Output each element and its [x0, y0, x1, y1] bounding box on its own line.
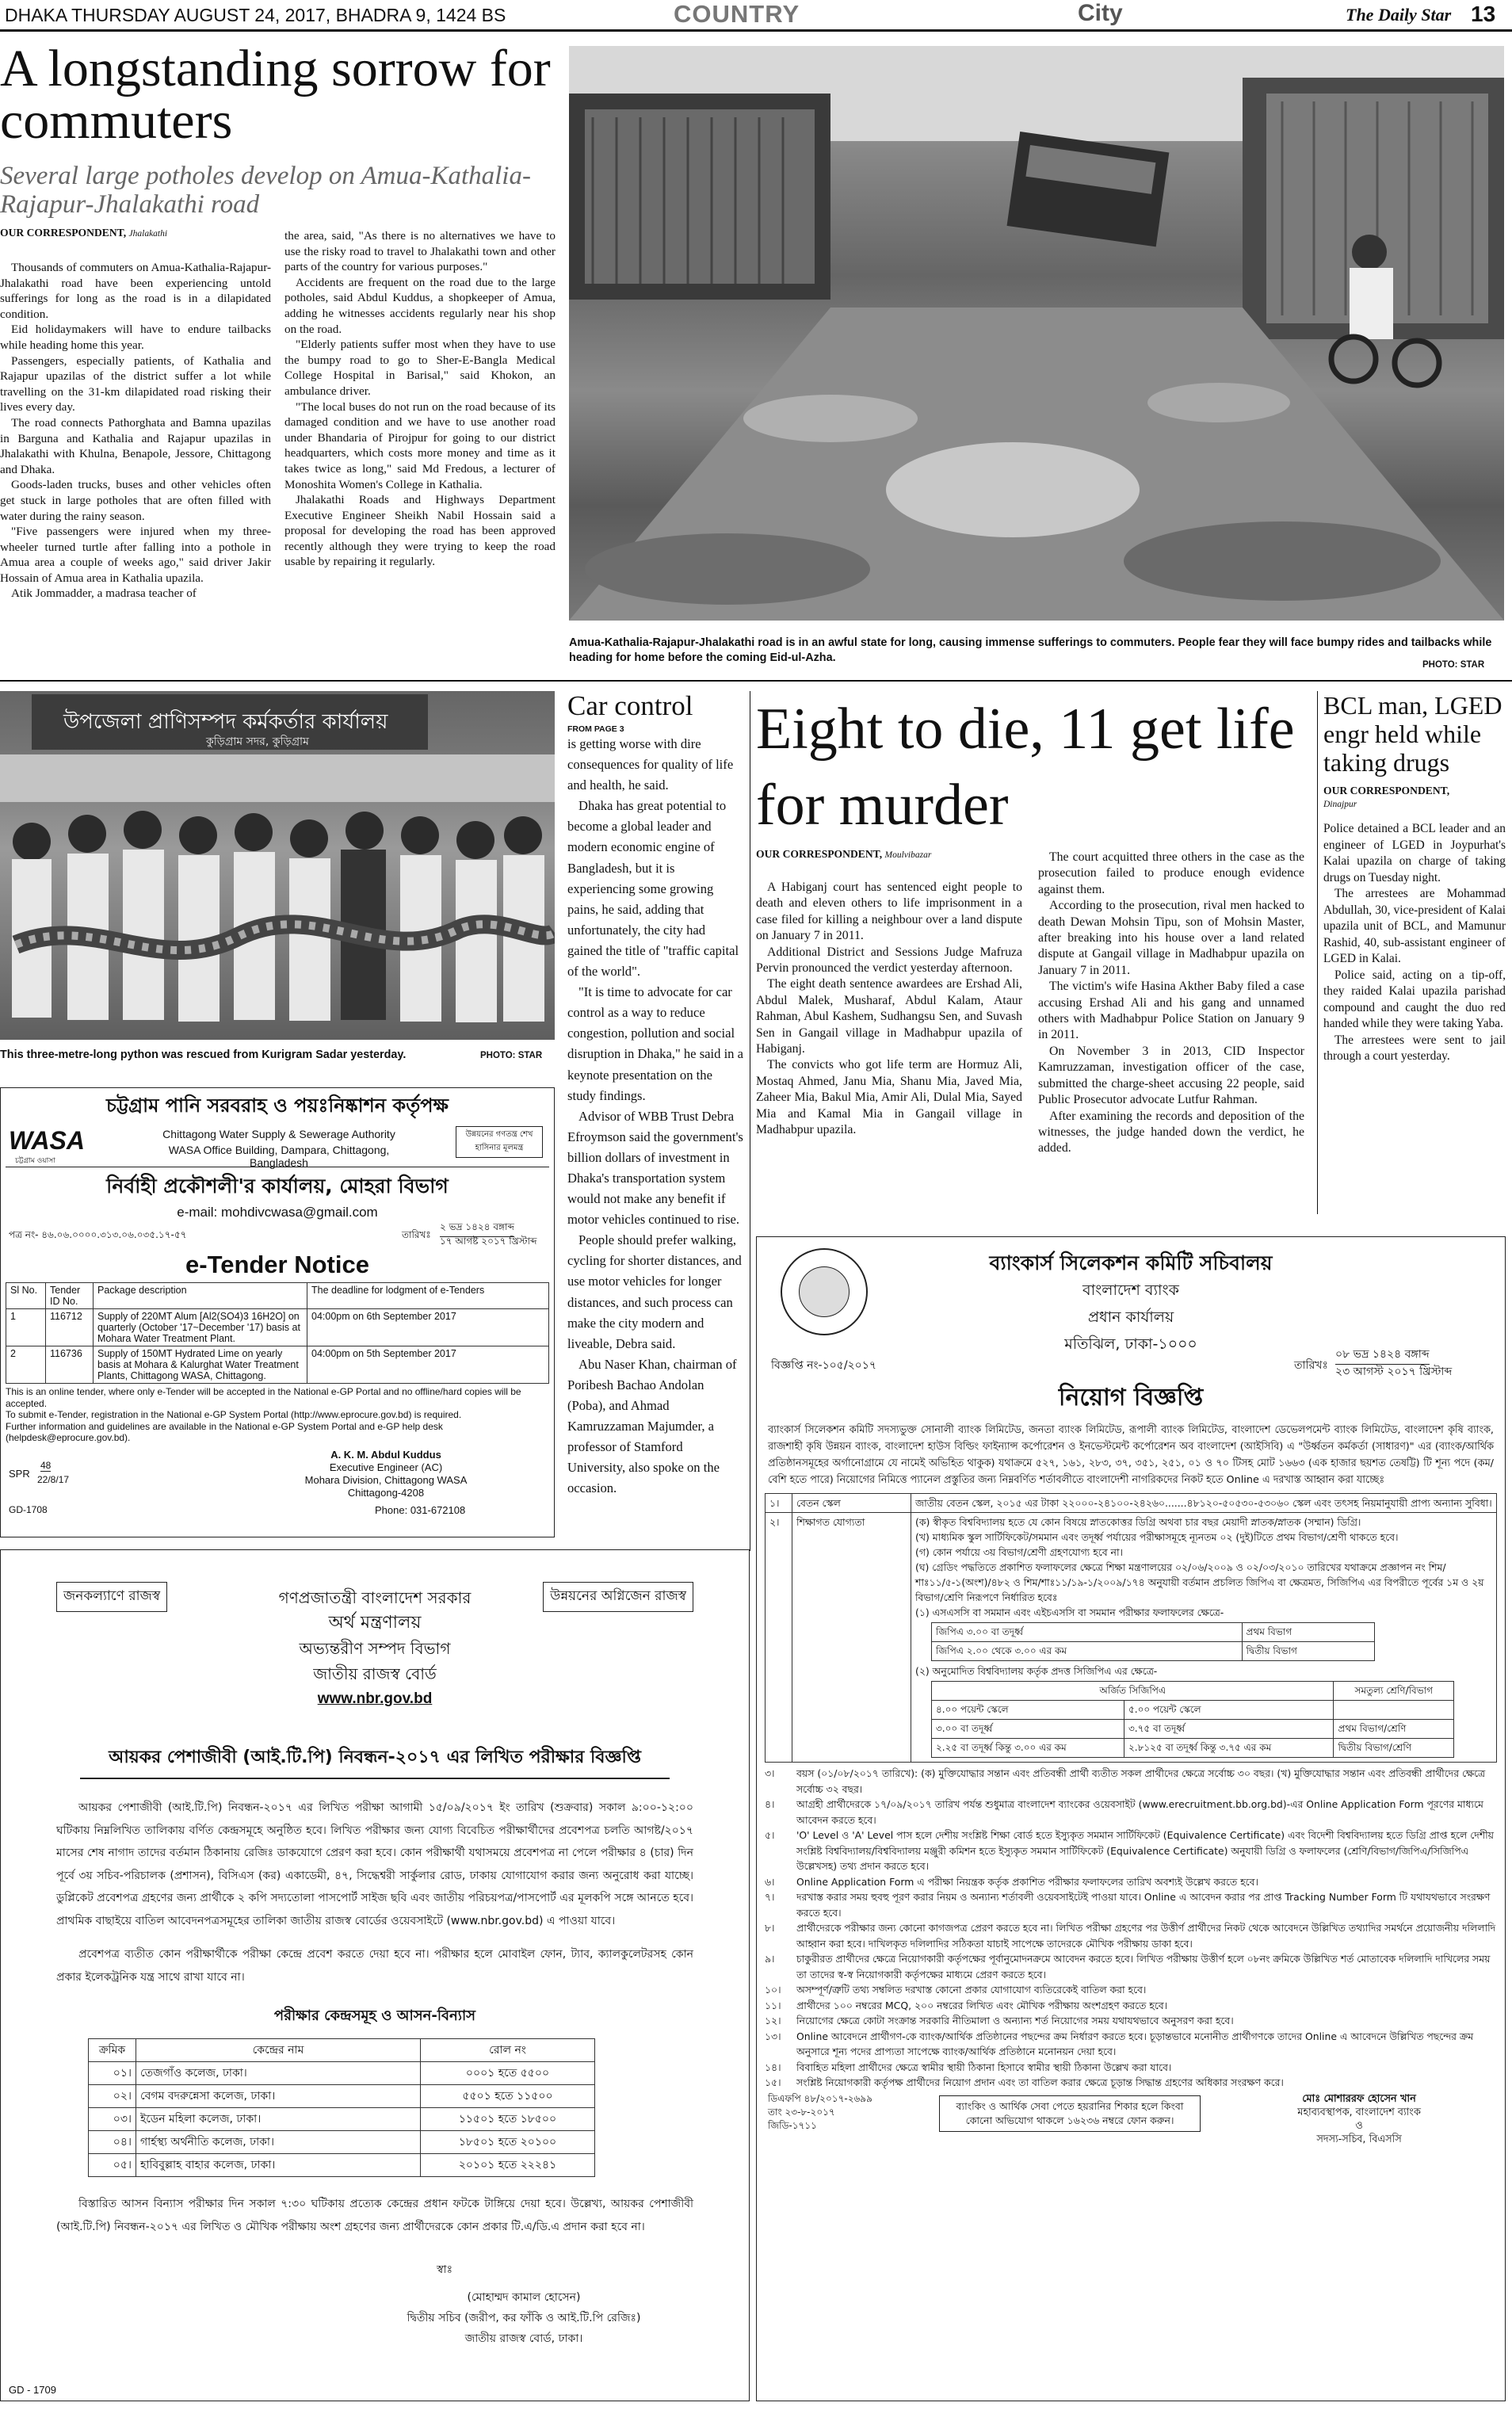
wasa-title: চট্টগ্রাম পানি সরবরাহ ও পয়ঃনিষ্কাশন কর্তৃপক্ষ [106, 1094, 449, 1117]
story-commuters-col2 [284, 228, 556, 570]
item-text: দরখাস্ত করার সময় হুবহু পূরণ করার নিয়ম ও অন্যান্য শর্তাবলী ওয়েবসাইটেই পাওয়া যাবে। Online এ আবেদন করার পর প্রাপ্ত Tracking Number Form টি যথাযথভাবে সংরক্ষণ করতে হবে। [796, 1891, 1491, 1919]
paragraph: Thousands of commuters on Amua-Kathalia-Rajapur-Jhalakathi road have been experiencing untold sufferings for long as the road is in a dilapidated condition. [0, 261, 271, 321]
qualification-line: (১) এসএসসি বা সমমান এবং এইচএসসি বা সমমান পরীক্ষার ফলাফলের ক্ষেত্রে- [915, 1606, 1224, 1618]
condition-item [765, 2029, 1497, 2060]
signer-title: Executive Engineer (AC) [329, 1461, 443, 1473]
cell: 04:00pm on 6th September 2017 [307, 1309, 549, 1346]
page-number: 13 [1471, 2, 1496, 26]
e-tender-title: e-Tender Notice [185, 1251, 369, 1278]
cell: 2 [6, 1346, 46, 1384]
story-car-control [567, 691, 743, 1499]
paragraph: People should prefer walking, cycling for shorter distances, and use motor vehicles for longer distances, and such process can make the city modern and liveable, Debra said. [567, 1232, 742, 1351]
paragraph: The arrestees were sent to jail through a court yesterday. [1323, 1033, 1506, 1063]
paragraph: Dhaka has great potential to become a global leader and modern economic engine of Bangladesh, but it is experiencing some growing pains, he said, adding that unfortunately, the city had gained the title of "traffic capital of the world". [567, 798, 739, 980]
table-row [89, 2108, 595, 2131]
condition-item [765, 1998, 1497, 2014]
date-label: তারিখঃ [1294, 1359, 1328, 1372]
condition-item [765, 2013, 1497, 2029]
wasa-date-label: তারিখঃ [402, 1229, 431, 1240]
headline: A longstanding sorrow for commuters [0, 40, 551, 150]
section-label: COUNTRY [674, 0, 800, 28]
story-bcl [1323, 691, 1506, 1065]
cell: জিপিএ ৩.০০ বা তদূর্ধ্ব [932, 1623, 1243, 1642]
byline-location: Moulvibazar [884, 850, 932, 860]
signer-title: মহাব্যবস্থাপক, বাংলাদেশ ব্যাংক [1297, 2106, 1421, 2118]
wasa-phone: Phone: 031-672108 [375, 1503, 466, 1516]
cell: 116712 [46, 1309, 94, 1346]
sign-text: উপজেলা প্রাণিসম্পদ কর্মকর্তার কার্যালয় [63, 710, 388, 734]
tender-table [6, 1282, 549, 1384]
qualification-line: (খ) মাধ্যমিক স্কুল সার্টিফিকেট/সমমান এবং তদূর্ধ্ব পর্যায়ের পরীক্ষাসমূহে ন্যূনতম ০২ (দুই)টিতে প্রথম বিভাগ/শ্রেণী থাকতে হবে। [915, 1531, 1399, 1543]
paragraph: the area, said, "As there is no alternatives we have to use the risky road to travel to Jhalakathi town and other parts of the country for various purposes." [284, 229, 556, 274]
cell: ২.৮১২৫ বা তদূর্ধ্ব কিন্তু ৩.৭৫ এর কম [1124, 1739, 1334, 1758]
column-rule [1317, 691, 1318, 1214]
photo-credit: PHOTO: STAR [1422, 660, 1485, 670]
cell: ইডেন মহিলা কলেজ, ঢাকা। [136, 2108, 421, 2131]
paragraph: Police detained a BCL leader and an engineer of LGED in Joypurhat's Kalai upazila on charge of taking drugs on Tuesday night. [1323, 822, 1506, 884]
paragraph: After examining the records and deposition of the witnesses, the judge handed down the verdict, he added. [1038, 1109, 1304, 1155]
table-row [932, 1701, 1454, 1720]
cell: ৩.০০ বা তদূর্ধ্ব [932, 1720, 1124, 1739]
paragraph: The court acquitted three others in the case as the prosecution failed to produce enough evidence against them. [1038, 850, 1304, 896]
recruitment-criteria-table [765, 1493, 1497, 1763]
item-text: প্রার্থীদের ১০০ নম্বরের MCQ, ২০০ নম্বরের লিখিত এবং মৌখিক পরীক্ষায় অংশগ্রহণ করতে হবে। [796, 1999, 1168, 2011]
wasa-memo-row [6, 1220, 549, 1251]
wasa-email: e-mail: mohdivcwasa@gmail.com [177, 1205, 378, 1220]
cell: জাতীয় বেতন স্কেল, ২০১৫ এর টাকা ২২০০০-২৪১০০-২৪২৬০.......৪৮১২০-৫০৫৩০-৫৩০৬০ স্কেল এবং তৎসহ নিয়মানুযায়ী প্রাপ্য অন্যান্য সুবিধা। [911, 1494, 1497, 1513]
column-header: Tender ID No. [46, 1283, 94, 1309]
column-header: কেন্দ্রের নাম [136, 2039, 421, 2062]
note: This is an online tender, where only e-Tender will be accepted in the National e-GP Portal and no offline/hard copies will be accepted. [6, 1386, 521, 1409]
item-text: Online আবেদনে প্রার্থীগণ-কে ব্যাংক/আর্থিক প্রতিষ্ঠানের পছন্দের ক্রম নির্ধারণ করতে হবে। চূড়ান্তভাবে মনোনীত প্রার্থীগণকে তাদের Online এ আবেদনে উল্লিখিত পছন্দের ক্রম অনুসারে শূন্য পদের প্রাপ্যতা সাপেক্ষে ব্যাংক/আর্থিক প্রতিষ্ঠানে মনোনয়ন দেয়া হবে। [796, 2030, 1474, 2057]
paragraph: Accidents are frequent on the road due to the large potholes, said Abdul Kuddus, a shopkeeper of Amua, adding he witnesses accidents regularly near his shop on the road. [284, 275, 556, 336]
cell [911, 1513, 1497, 1763]
notice-title: নিয়োগ বিজ্ঞপ্তি [1058, 1384, 1204, 1411]
cell: ০৩। [89, 2108, 136, 2131]
condition-item [765, 1982, 1497, 1998]
item-number: ৩। [765, 1767, 775, 1779]
paragraph: Atik Jommadder, a madrasa teacher of [11, 586, 197, 601]
story-murder [756, 691, 1311, 861]
cgpa-table [931, 1681, 1454, 1758]
signer-name: (মোহাম্মদ কামাল হোসেন) [467, 2291, 581, 2304]
column-header: রোল নং [421, 2039, 595, 2062]
nbr-title: আয়কর পেশাজীবী (আই.টি.পি) নিবন্ধন-২০১৭ এর লিখিত পরীক্ষার বিজ্ঞপ্তি [80, 1744, 670, 1779]
paragraph: Goods-laden trucks, buses and other vehicles often get stuck in large potholes that are often filled with water during the rainy season. [0, 478, 271, 523]
jump-label: FROM PAGE 3 [567, 724, 624, 734]
condition-item [765, 1951, 1497, 1982]
item-number: ১৪। [765, 2061, 781, 2073]
page-header [0, 0, 1512, 32]
subhead: Several large potholes develop on Amua-Kathalia-Rajapur-Jhalakathi road [0, 162, 531, 219]
qualification-line: (ঘ) গ্রেডিং পদ্ধতিতে প্রকাশিত ফলাফলের ক্ষেত্রে শিক্ষা মন্ত্রণালয়ের ০২/০৬/২০০৯ ও ০২/০৩/২০১০ তারিখের যথাক্রমে প্রজ্ঞাপন নং শিম/শাঃ১১/৫-১(অংশ)/৪৮২ ও শিম/শাঃ১১/১৯-১/২০০৯/১৭৪ অনুযায়ী বর্তমান প্রচলিত জিপিএ বা ক্ষেত্রমত, সিজিপিএ এর বিপরীতে পূর্বের ১ম ও ২য় বিভাগ/শ্রেণি নিরূপণে নির্ধারিত হবেঃ [915, 1561, 1484, 1603]
nbr-heading [56, 1585, 693, 1712]
column-header: অর্জিত সিজিপিএ [932, 1682, 1334, 1701]
wasa-signature-block [6, 1444, 549, 1531]
cell: দ্বিতীয় বিভাগ [1242, 1642, 1374, 1661]
column-header: সমতুল্য শ্রেণি/বিভাগ [1334, 1682, 1454, 1701]
paragraph: The eight death sentence awardees are Ershad Ali, Abdul Malek, Musharaf, Abdul Kalam, Ataur Rahman, Abul Kashem, Sudhangsu Sen, and Suvash Sen in Gangail village in Madhabpur upazila of Habiganj. [756, 977, 1022, 1056]
spr-date: 22/8/17 [37, 1473, 70, 1485]
sign-subtext: কুড়িগ্রাম সদর, কুড়িগ্রাম [206, 735, 309, 748]
cell: 04:00pm on 5th September 2017 [307, 1346, 549, 1384]
byline-text: OUR CORRESPONDENT, [0, 227, 127, 239]
qualification-line: (ক) স্বীকৃত বিশ্ববিদ্যালয় হতে যে কোন বিষয়ে স্নাতকোত্তর ডিগ্রি অথবা চার বছর মেয়াদী স্নাতক/স্নাতক (সম্মান) ডিগ্রি। [915, 1516, 1361, 1528]
cell: দ্বিতীয় বিভাগ/শ্রেণি [1334, 1739, 1454, 1758]
table-row [766, 1494, 1497, 1513]
item-number: ১৩। [765, 2030, 781, 2042]
cell: ২.২৫ বা তদূর্ধ্ব কিন্তু ৩.০০ এর কম [932, 1739, 1124, 1758]
note: To submit e-Tender, registration in the National e-GP System Portal (http://www.eprocure.gov.bd) is required. [6, 1409, 462, 1420]
item-text: 'O' Level ও 'A' Level পাস হলে দেশীয় সংশ্লিষ্ট শিক্ষা বোর্ড হতে ইস্যুকৃত সমমান সার্টিফিকেট (Equivalence Certificate) এবং বিদেশী বিশ্ববিদ্যালয় হতে ডিগ্রি প্রাপ্ত হলে দেশীয় সংশ্লিষ্ট বিশ্ববিদ্যালয়/বিশ্ববিদ্যালয় মঞ্জুরী কমিশন হতে ইস্যুকৃত সমমান সার্টিফিকেট (Equivalence Certificate) অনুযায়ী ডিগ্রি ও ফলাফলের (শ্রেণি/বিভাগ/জিপিএ/সিজিপিএ উল্লেখসহ) তথ্য প্রদান করতে হবে। [796, 1829, 1494, 1872]
table-row [6, 1309, 549, 1346]
table-header [89, 2039, 595, 2062]
paragraph: The road connects Pathorghata and Bamna upazilas in Barguna and Kathalia and Rajapur upazilas in Jhalakathi with Khulna, Benapole, Jessore, Chittagong and Dhaka. [0, 415, 271, 476]
photo-credit: PHOTO: STAR [480, 1051, 543, 1060]
cell: শিক্ষাগত যোগ্যতা [792, 1513, 911, 1763]
bank-footer-codes [768, 2092, 872, 2133]
bank-recruitment-ad [756, 1236, 1506, 2401]
table-row [89, 2131, 595, 2154]
qualification-line: (২) অনুমোদিত বিশ্ববিদ্যালয় কর্তৃক প্রদত্ত সিজিপিএ এর ক্ষেত্রে- [915, 1665, 1158, 1677]
wasa-signer [267, 1449, 505, 1499]
item-number: ৮। [765, 1922, 775, 1934]
tag-left: জনকল্যাণে রাজস্ব [56, 1582, 167, 1612]
gd-code: জিডি-১৭১১ [768, 2119, 817, 2131]
nbr-site: www.nbr.gov.bd [317, 1690, 433, 1707]
wasa-logo: WASA [9, 1126, 85, 1155]
story-commuters-col1 [0, 260, 271, 602]
byline-location: Dinajpur [1323, 800, 1357, 809]
paragraph: Passengers, especially patients, of Kathalia and Rajapur upazilas of the district suffer a lot while travelling on the 31-km dilapidated road risking their lives every day. [0, 353, 271, 414]
cell: ০৪। [89, 2131, 136, 2154]
cell: ৫.০০ পয়েন্ট স্কেলে [1124, 1701, 1334, 1720]
nbr-signature [56, 2238, 693, 2357]
gpa-table [931, 1622, 1375, 1661]
exam-centres-title: পরীক্ষার কেন্দ্রসমূহ ও আসন-বিন্যাস [273, 2007, 476, 2024]
condition-item [765, 1889, 1497, 1920]
divider [0, 680, 1512, 682]
ad-code: GD-1708 [9, 1503, 48, 1515]
item-number: ৫। [765, 1829, 775, 1841]
cell: ৪.০০ পয়েন্ট স্কেলে [932, 1701, 1124, 1720]
cell: 1 [6, 1309, 46, 1346]
table-header [932, 1682, 1454, 1701]
paragraph: According to the prosecution, rival men hacked to death Dewan Mohsin Tipu, son of Mohsin Master, after breaking into his house over a land related dispute at Gangail village in Madhabpur upazila on January 7 in 2011. [1038, 899, 1304, 977]
column-header: ক্রমিক [89, 2039, 136, 2062]
table-row [766, 1513, 1497, 1763]
signer-block [365, 2287, 682, 2349]
cell: হাবিবুল্লাহ বাহার কলেজ, ঢাকা। [136, 2154, 421, 2177]
condition-item [765, 1797, 1497, 1828]
bcl-body [1323, 821, 1506, 1065]
item-text: বয়স (০১/০৮/২০১৭ তারিখে): (ক) মুক্তিযোদ্ধার সন্তান এবং প্রতিবন্ধী প্রার্থী ব্যতীত সকল প্রার্থীদের ক্ষেত্রে সর্বোচ্চ ৩০ বছর। (খ) মুক্তিযোদ্ধার সন্তান এবং প্রতিবন্ধী প্রার্থীদের ক্ষেত্রে সর্বোচ্চ ৩২ বছর। [796, 1767, 1486, 1795]
table-row [932, 1642, 1375, 1661]
division: অভ্যন্তরীণ সম্পদ বিভাগ [299, 1639, 451, 1658]
road-photo-art [569, 46, 1504, 621]
tag-right: উন্নয়নের অগ্নিজেন রাজস্ব [543, 1582, 693, 1612]
byline [1323, 785, 1506, 810]
condition-item [765, 2075, 1497, 2091]
signer-title: দ্বিতীয় সচিব (জরীপ, কর ফাঁকি ও আই.টি.পি রেজিঃ) [407, 2312, 641, 2324]
cell: ৩.৭৫ বা তদূর্ধ্ব [1124, 1720, 1334, 1739]
wasa-office: WASA Office Building, Dampara, Chittagong, Bangladesh [168, 1144, 390, 1169]
note: Further information and guidelines are available in the National e-GP System Portal and e-GP help desk (helpdesk@eprocure.gov.bd). [6, 1420, 443, 1443]
item-number: ১৫। [765, 2076, 781, 2088]
cell: ১৮৫০১ হতে ২০১০০ [421, 2131, 595, 2154]
headline: Car control [567, 690, 693, 721]
signer-name: A. K. M. Abdul Kuddus [330, 1448, 441, 1461]
cell: ২। [766, 1513, 792, 1763]
paragraph: is getting worse with dire consequences for quality of life and health, he said. [567, 736, 734, 793]
bank-name: বাংলাদেশ ব্যাংক [1082, 1281, 1179, 1299]
dateline: DHAKA THURSDAY AUGUST 24, 2017, BHADRA 9, 1424 BS [5, 5, 506, 25]
masthead-logo: The Daily Star [1346, 5, 1452, 25]
wasa-tender-ad [0, 1087, 555, 1537]
bank-heading [765, 1250, 1497, 1358]
cell: গার্হস্থ্য অর্থনীতি কলেজ, ঢাকা। [136, 2131, 421, 2154]
city-label: City [1078, 0, 1123, 26]
story-murder-col1 [756, 880, 1022, 1139]
condition-item [765, 1828, 1497, 1874]
paragraph: Police said, acting on a tip-off, they raided Kalai upazila parishad compound and caught the duo red handed while they were taking Yaba. [1323, 968, 1506, 1030]
committee-title: ব্যাংকার্স সিলেকশন কমিটি সচিবালয় [989, 1251, 1273, 1274]
paragraph: Abu Naser Khan, chairman of Poribesh Bachao Andolan (Poba), and Ahmad Kamruzzaman Majumder, a professor of Stamford University, also spoke on the occasion. [567, 1356, 737, 1496]
nbr-notice-ad [0, 1549, 750, 2401]
headline: Eight to die, 11 get life for murder [756, 697, 1295, 838]
paragraph: A Habiganj court has sentenced eight people to death and eleven others to life imprisonment in a case filed for killing a neighbour over a land dispute on January 7 in 2011. [756, 880, 1022, 943]
wasa-memo: পত্র নং- ৪৬.০৬.০০০০.৩১৩.০৬.০৩৫.১৭-৫৭ [9, 1229, 187, 1240]
paragraph: "It is time to advocate for car control as a way to reduce congestion, pollution and social disruption in Dhaka," he said in a keynote presentation on the study findings. [567, 984, 743, 1103]
wasa-date2: ১৭ আগষ্ট ২০১৭ খ্রিস্টাব্দ [440, 1236, 537, 1247]
cell: ০০০১ হতে ৫৫০০ [421, 2062, 595, 2085]
signature-mark: স্বাঃ [437, 2263, 453, 2276]
cell: জিপিএ ২.০০ থেকে ৩.০০ এর কম [932, 1642, 1243, 1661]
paragraph: Additional District and Sessions Judge Mafruza Pervin pronounced the verdict yesterday afternoon. [756, 945, 1022, 976]
bank-address: মতিঝিল, ঢাকা-১০০০ [1064, 1335, 1197, 1353]
spr-label: SPR [9, 1467, 30, 1480]
cell: ০২। [89, 2085, 136, 2108]
cell: প্রথম বিভাগ [1242, 1623, 1374, 1642]
bank-signature [765, 2091, 1497, 2146]
paragraph: Eid holidaymakers will have to endure tailbacks while heading home this year. [0, 323, 271, 352]
table-row [89, 2154, 595, 2177]
cell: ৫৫০১ হতে ১১৫০০ [421, 2085, 595, 2108]
table-header [6, 1283, 549, 1309]
story-commuters [0, 40, 555, 239]
paragraph: The victim's wife Hasina Akther Baby filed a case accusing Ershad Ali and his gang and unnamed others with Madhabpur Police Station on January 9 in 2011. [1038, 980, 1304, 1042]
table-row [932, 1623, 1375, 1642]
nbr-para3: বিস্তারিত আসন বিন্যাস পরীক্ষার দিন সকাল ৭:৩০ ঘটিকায় প্রত্যেক কেন্দ্রের প্রধান ফটকে টাঙ্গিয়ে দেয়া হবে। উল্লেখ্য, আয়কর পেশাজীবী (আই.টি.পি) নিবন্ধন-২০১৭ এর লিখিত ও মৌখিক পরীক্ষায় অংশ গ্রহণের জন্য প্রার্থীদেরকে কোন প্রকার টি.এ/ডি.এ প্রদান করা হবে না। [56, 2198, 693, 2233]
byline-text: OUR CORRESPONDENT, [1323, 785, 1450, 796]
table-row [6, 1346, 549, 1384]
cell [1334, 1701, 1454, 1720]
date-gregorian: ২৩ আগস্ট ২০১৭ খ্রিস্টাব্দ [1335, 1366, 1453, 1378]
cell: বেগম বদরুন্নেসা কলেজ, ঢাকা। [136, 2085, 421, 2108]
ministry: অর্থ মন্ত্রণালয় [328, 1613, 422, 1633]
cell: ১। [766, 1494, 792, 1513]
item-text: Online Application Form এ পরীক্ষা নিয়ন্ত্রক কর্তৃক প্রকাশিত পরীক্ষার ফলাফলের তারিখ অবশ্যই উল্লেখ করতে হবে। [796, 1875, 1258, 1888]
paragraph: "Five passengers were injured when my three-wheeler turned turtle after falling into a pothole in Amua area a couple of weeks ago," said driver Jakir Hossain of Amua area in Kathalia upazila. [0, 525, 271, 585]
bank-intro: ব্যাংকার্স সিলেকশন কমিটি সদস্যভুক্ত সোনালী ব্যাংক লিমিটেড, জনতা ব্যাংক লিমিটেড, রূপালী ব্যাংক লিমিটেড, বাংলাদেশ ডেভেলপমেন্ট ব্যাংক লিমিটেড, বাংলাদেশ কৃষি ব্যাংক, রাজশাহী কৃষি উন্নয়ন ব্যাংক, বাংলাদেশ হাউস বিল্ডিং ফাইন্যান্স কর্পোরেশন ও ইনভেস্টমেন্ট কর্পোরেশন অব বাংলাদেশ (আইসিবি) এ "উর্ধ্বতন কর্মকর্তা (সাধারণ)" এর (ব্যাংক/আর্থিক প্রতিষ্ঠানসমূহের অর্গানোগ্রামে যে নামেই অভিহিত থাকুক) যথাক্রমে ৫২৭, ১৬১, ২৮৩, ৩৭, ৩৫১, ২৫১, ০১ ও ৭০ টিসহ মোট ১৬৬৩ (এক হাজার ছয়শত তেষট্টি) টি শূন্য পদে (কম/বেশি হতে পারে) নিয়োগের নিমিত্তে প্যানেল প্রস্তুতির জন্য নিম্নবর্ণিত শর্তাবলীতে বাংলাদেশী নাগরিকদের নিকট হতে Online এ দরখাস্ত আহ্বান করা যাচ্ছেঃ [768, 1424, 1494, 1486]
item-text: প্রার্থীদেরকে পরীক্ষার জন্য কোনো কাগজপত্র প্রেরণ করতে হবে না। লিখিত পরীক্ষা গ্রহণের পর উত্তীর্ণ প্রার্থীদের নিকট থেকে আবেদনে উল্লিখিত তথ্যাদির সমর্থনে প্রয়োজনীয় দলিলাদি আহ্বান করা হবে। দাখিলকৃত দলিলাদির সঠিকতা যাচাই সাপেক্ষে তাদেরকে মৌখিক পরীক্ষায় ডাকা হবে। [796, 1922, 1496, 1950]
item-text: আগ্রহী প্রার্থীদেরকে ১৭/০৯/২০১৭ তারিখ পর্যন্ত শুধুমাত্র বাংলাদেশ ব্যাংকের ওয়েবসাইট (www.erecruitment.bb.org.bd)-এর Online Application Form পূরণের মাধ্যমে আবেদন করতে হবে। [796, 1798, 1483, 1826]
nbr-para2: প্রবেশপত্র ব্যতীত কোন পরীক্ষার্থীকে পরীক্ষা কেন্দ্রে প্রবেশ করতে দেয়া হবে না। পরীক্ষার হলে মোবাইল ফোন, ট্যাব, ক্যালকুলেটরসহ কোন প্রকার ইলেকট্রনিক যন্ত্র সাথে রাখা যাবে না। [56, 1948, 693, 1984]
signer-division: Mohara Division, Chittagong WASA [304, 1473, 468, 1486]
byline-text: OUR CORRESPONDENT, [756, 848, 883, 860]
table-row [932, 1720, 1454, 1739]
spr-number: 48 [40, 1459, 52, 1471]
wasa-logo-sub: চট্টগ্রাম ওয়াসা [15, 1157, 55, 1165]
nbr-header [56, 1582, 693, 1728]
python-photo [0, 691, 555, 1040]
item-text: চাকুরীরত প্রার্থীদের ক্ষেত্রে নিয়োগকারী কর্তৃপক্ষের পূর্বানুমোদনক্রমে আবেদন করতে হবে। লিখিত পরীক্ষায় উত্তীর্ণ হলে ০৮নং ক্রমিকে উল্লিখিত শর্ত মোতাবেক দলিলাদি দাখিলের সময় তা তাদের স্ব-স্ব নিয়োগকারী কর্তৃপক্ষের মাধ্যমে প্রেরণ করতে হবে। [796, 1953, 1491, 1980]
table-row [89, 2062, 595, 2085]
condition-item [765, 1874, 1497, 1890]
complaint-hotline-box: ব্যাংকিং ও আর্থিক সেবা পেতে হয়রানির শিকার হলে কিংবা কোনো অভিযোগ থাকলে ১৬২৩৬ নম্বরে ফোন করুন। [939, 2095, 1201, 2132]
item-number: ৪। [765, 1798, 775, 1810]
wasa-badge: উন্নয়নের গণতন্ত্র শেখ হাসিনার মূলমন্ত্র [456, 1126, 543, 1158]
car-body [567, 734, 743, 1499]
paragraph: Jhalakathi Roads and Highways Department Executive Engineer Sheikh Nabil Hossain said a proposal for developing the road has been approved recently although they were trying to keep the road usable by repairing it regularly. [284, 493, 556, 569]
signer-name: মোঃ মোশাররফ হোসেন খান [1302, 2092, 1416, 2105]
item-text: অসম্পূর্ণ/ত্রুটি তথ্য সম্বলিত দরখাস্ত কোনো প্রকার যোগাযোগ ব্যতিরেকেই বাতিল করা হবে। [796, 1984, 1147, 1996]
item-number: ৯। [765, 1953, 775, 1965]
condition-item [765, 2060, 1497, 2076]
bank-header [765, 1248, 1497, 1378]
notice-number: বিজ্ঞপ্তি নং-১০৫/২০১৭ [771, 1359, 876, 1372]
item-text: সংশ্লিষ্ট নিয়োগকারী কর্তৃপক্ষ প্রার্থীদের নিয়োগ প্রদান এবং তা বাতিল করার ক্ষেত্রে চূড়ান্ত সিদ্ধান্ত গ্রহণের অধিকার সংরক্ষণ করে। [796, 2076, 1284, 2088]
cell: ০৫। [89, 2154, 136, 2177]
cell: ১১৫০১ হতে ১৮৫০০ [421, 2108, 595, 2131]
wasa-exec-office: নির্বাহী প্রকৌশলী'র কার্যালয়, মোহরা বিভাগ [106, 1175, 449, 1197]
cell: প্রথম বিভাগ/শ্রেণি [1334, 1720, 1454, 1739]
cell: 116736 [46, 1346, 94, 1384]
paragraph: The convicts who got life term are Hormuz Ali, Mostaq Ahmed, Janu Mia, Shanu Mia, Javed Mia, Zaheer Mia, Bakul Mia, Amir Ali, Dulal Mia, Sayed Mia and Kamal Mia in Gangail village in Madhabpur upazila. [756, 1058, 1022, 1137]
dfp-code: ডিএফপি ৪৮/২০১৭-২৬৯৯ [768, 2092, 872, 2104]
paragraph: On November 3 in 2013, CID Inspector Kamruzzaman, investigation officer of the case, submitted the charge-sheet accusing 22 people, said Public Prosecutor advocate Lutfur Rahman. [1038, 1044, 1304, 1107]
item-number: ১১। [765, 1999, 781, 2011]
footer-date: তাং ২৩-৮-২০১৭ [768, 2106, 835, 2118]
item-number: ১০। [765, 1984, 781, 1996]
table-row [89, 2085, 595, 2108]
road-photo-caption: Amua-Kathalia-Rajapur-Jhalakathi road is in an awful state for long, causing immense sufferings to commuters. People fear they will face bumpy rides and tailbacks while heading for home before the coming Eid-ul-Azha. [569, 636, 1492, 664]
ad-code: GD - 1709 [9, 2384, 56, 2396]
exam-centres-table [88, 2038, 595, 2177]
column-header: Sl No. [6, 1283, 46, 1309]
signer-org: জাতীয় রাজস্ব বোর্ড, ঢাকা। [464, 2332, 583, 2345]
item-number: ১২। [765, 2015, 781, 2026]
item-text: নিয়োগের ক্ষেত্রে কোটা সংক্রান্ত সরকারি নীতিমালা ও অন্যান্য শর্ত নিয়োগের সময় যথাযথভাবে অনুসরণ করা হবে। [796, 2015, 1234, 2026]
nbr-para1: আয়কর পেশাজীবী (আই.টি.পি) নিবন্ধন-২০১৭ এর লিখিত পরীক্ষা আগামী ১৫/০৯/২০১৭ ইং তারিখ (শুক্রবার) সকাল ৯:০০-১২:০০ ঘটিকায় নিম্নলিখিত তালিকায় বর্ণিত কেন্দ্রসমূহে অনুষ্ঠিত হবে। লিখিত পরীক্ষার জন্য যোগ্য বিবেচিত পরীক্ষার্থীদের প্রবেশপত্র চলতি আগষ্ট/২০১৭ মাসের শেষ নাগাদ তাদের বর্তমান ঠিকানায় রেজিঃ ডাকযোগে প্রেরণ করা হবে। কোন পরীক্ষার্থী যথাসময়ে প্রবেশপত্র না পেলে পরীক্ষার ৪ (চার) দিন পূর্বে ৩য় সচিব-পরিচালক (প্রশাসন), বিসিএস (কর) একাডেমী, ৪৭, সিদ্ধেশ্বরী সার্কুলার রোড, ঢাকায় যোগাযোগ করার জন্য অনুরোধ করা যাচ্ছে। ডুপ্লিকেট প্রবেশপত্র গ্রহণের জন্য প্রার্থীকে ২ কপি সদ্যতোলা পাসপোর্ট সাইজ ছবি এবং জাতীয় পরিচয়পত্র/পাসপোর্ট এর মূলকপি সঙ্গে আনতে হবে। প্রাথমিক বাছাইয়ে বাতিল আবেদনপত্রসমূহের তালিকা জাতীয় রাজস্ব বোর্ডের ওয়েবসাইটে (www.nbr.gov.bd) এ পাওয়া যাবে। [56, 1801, 693, 1927]
signer-role: সদস্য-সচিব, বিএসসি [1316, 2133, 1402, 2145]
cell: ২০১০১ হতে ২২২৪১ [421, 2154, 595, 2177]
condition-item [765, 1766, 1497, 1797]
gov-name: গণপ্রজাতন্ত্রী বাংলাদেশ সরকার [278, 1588, 472, 1607]
bank-conditions [765, 1766, 1497, 2091]
signer-block [1240, 2092, 1478, 2146]
python-caption: This three-metre-long python was rescued from Kurigram Sadar yesterday. [0, 1048, 407, 1061]
paragraph: "The local buses do not run on the road because of its damaged condition and we have to use another road under Bhandaria of Pirojpur for going to our district headquarters, which costs more money and time as it takes twice as long," said Md Fredous, a lecturer of Monoshita Women's College in Kathalia. [284, 399, 556, 491]
item-text: বিবাহিত মহিলা প্রার্থীদের ক্ষেত্রে স্বামীর স্থায়ী ঠিকানা হিসাবে স্বামীর স্থায়ী ঠিকানা উল্লেখ করা যাবে। [796, 2061, 1172, 2073]
byline-location: Jhalakathi [128, 229, 168, 239]
qualification-line: (গ) কোন পর্যায়ে ৩য় বিভাগ/শ্রেণী গ্রহণযোগ্য হবে না। [915, 1546, 1123, 1558]
condition-item [765, 1920, 1497, 1951]
column-header: Package description [94, 1283, 307, 1309]
headline: BCL man, LGED engr held while taking drugs [1323, 691, 1502, 777]
road-photo [569, 46, 1504, 621]
signer-and: ও [1355, 2119, 1363, 2132]
item-number: ৬। [765, 1875, 775, 1888]
cell: ০১। [89, 2062, 136, 2085]
item-number: ৭। [765, 1891, 775, 1903]
signer-city: Chittagong-4208 [347, 1486, 425, 1499]
table-row [932, 1739, 1454, 1758]
date-bengali: ০৮ ভদ্র ১৪২৪ বঙ্গাব্দ [1335, 1345, 1430, 1365]
tender-notes [6, 1386, 549, 1444]
paragraph: Advisor of WBB Trust Debra Efroymson said the government's billion dollars of investment in Dhaka's transportation system would not make any benefit if motor vehicles continued to rise. [567, 1108, 743, 1228]
paragraph: "Elderly patients suffer most when they have to use the bumpy road to go to Sher-E-Bangla Medical College Hospital in Barisal," said Khokon, an ambulance driver. [284, 338, 556, 398]
wasa-date1: ২ ভদ্র ১৪২৪ বঙ্গাব্দ [440, 1220, 514, 1237]
wasa-letterhead [6, 1123, 549, 1167]
wasa-authority: Chittagong Water Supply & Sewerage Authority [162, 1128, 395, 1140]
column-header: The deadline for lodgment of e-Tenders [307, 1283, 549, 1309]
cell: তেজগাঁও কলেজ, ঢাকা। [136, 2062, 421, 2085]
cell: বেতন স্কেল [792, 1494, 911, 1513]
cell: Supply of 220MT Alum [Al2(SO4)3 16H2O] on quarterly (October '17~December '17) basis at Mohara Water Treatment Plant. [94, 1309, 307, 1346]
paragraph: The arrestees are Mohammad Abdullah, 30, vice-president of Kalai upazila unit of BCL, and Mamunur Rashid, 40, sub-assistant engineer of LGED in Kalai. [1323, 887, 1506, 965]
cell: Supply of 150MT Hydrated Lime on yearly basis at Mohara & Kalurghat Water Treatment Plants, Chittagong WASA, Chittagong. [94, 1346, 307, 1384]
board: জাতীয় রাজস্ব বোর্ড [313, 1664, 437, 1683]
bank-office: প্রধান কার্যালয় [1087, 1308, 1174, 1326]
story-murder-col2 [1038, 850, 1304, 1157]
